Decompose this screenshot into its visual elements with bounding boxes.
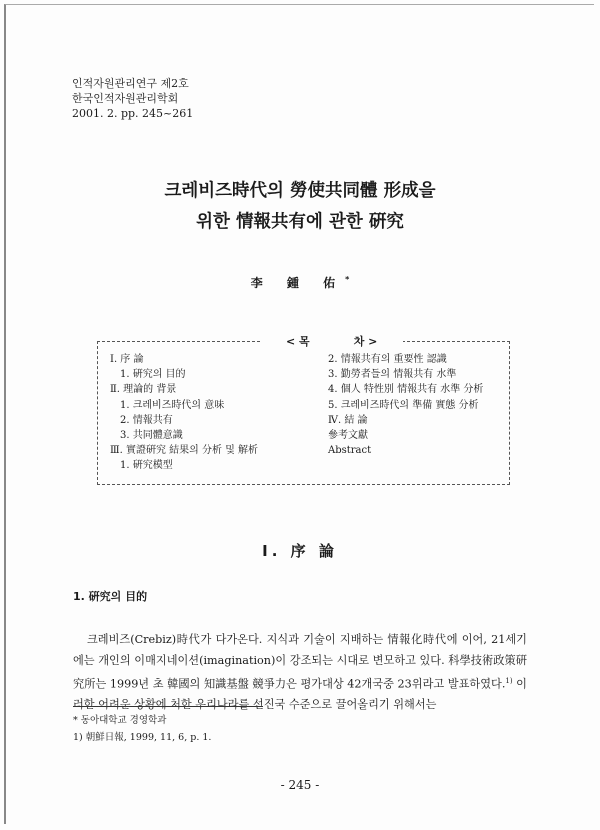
footnotes [73, 712, 211, 746]
toc-item: 參考文獻 [328, 430, 368, 442]
toc-heading [260, 333, 403, 349]
toc-item: Ⅰ. 序 論 [110, 354, 144, 365]
section-heading: Ⅰ. 序 論 [262, 542, 338, 560]
toc-right-column [328, 352, 483, 458]
journal-society: 한국인적자원관리학회 [72, 92, 179, 105]
paragraph-tail: 이러한 어려운 상황에 처한 우리나라를 선진국 수준으로 끌어올리기 위해서는 [73, 677, 527, 712]
toc-item: 1. 크레비즈時代의 意味 [120, 399, 225, 411]
paper-title [0, 176, 600, 238]
toc-item: Ⅱ. 理論的 背景 [110, 384, 177, 396]
toc-item: 3. 共同體意識 [120, 430, 183, 442]
footnote-divider [73, 706, 263, 707]
footnote-affiliation: * 동아대학교 경영학과 [73, 715, 167, 726]
title-line-2: 위한 情報共有에 관한 硏究 [196, 212, 404, 232]
paragraph-text: 크레비즈(Crebiz)時代가 다가온다. 지식과 기술이 지배하는 情報化時代에 이어, 21세기에는 개인의 이매지네이션(imagination)이 강조되는 시대로 변모하고 있다. 科學技術政策硏究所는 1999년 초 韓國의 知識基盤 競爭力은 평가대상 42개국중 23위라고 발표하였다. [73, 633, 527, 691]
subsection-heading: 1. 硏究의 目的 [73, 590, 148, 603]
author-mark: * [345, 275, 350, 284]
author-name: 李 鍾 佑 [250, 276, 346, 290]
toc-item: 2. 情報共有 [120, 414, 173, 426]
toc-item: 1. 硏究의 目的 [120, 369, 186, 381]
page-number: - 245 - [280, 778, 320, 792]
toc-left-column [110, 352, 258, 474]
toc-item: Ⅳ. 結 論 [328, 414, 368, 426]
toc-item: Ⅲ. 實證硏究 結果의 分析 및 解析 [110, 445, 259, 457]
table-of-contents [97, 335, 510, 485]
toc-item: 4. 個人 特性別 情報共有 水準 分析 [328, 384, 484, 396]
footnote-mark: 1) [505, 677, 513, 685]
toc-item: Abstract [328, 445, 372, 457]
toc-item: 5. 크레비즈時代의 準備 實態 分析 [328, 399, 479, 411]
paragraph [73, 630, 527, 716]
journal-info [72, 76, 193, 121]
journal-name: 인적자원관리연구 제2호 [72, 77, 189, 90]
body-text [73, 630, 527, 716]
author [0, 274, 600, 291]
title-line-1: 크레비즈時代의 勞使共同體 形成을 [164, 181, 436, 201]
toc-heading-right: 차 > [353, 335, 378, 348]
footnote-ref: 1) 朝鮮日報, 1999, 11, 6, p. 1. [73, 732, 212, 743]
journal-pages: 2001. 2. pp. 245~261 [72, 107, 194, 120]
toc-heading-left: < 목 [286, 335, 310, 348]
toc-item: 1. 硏究模型 [120, 460, 173, 472]
toc-item: 2. 情報共有의 重要性 認識 [328, 354, 447, 365]
toc-item: 3. 勤勞者들의 情報共有 水準 [328, 369, 457, 381]
